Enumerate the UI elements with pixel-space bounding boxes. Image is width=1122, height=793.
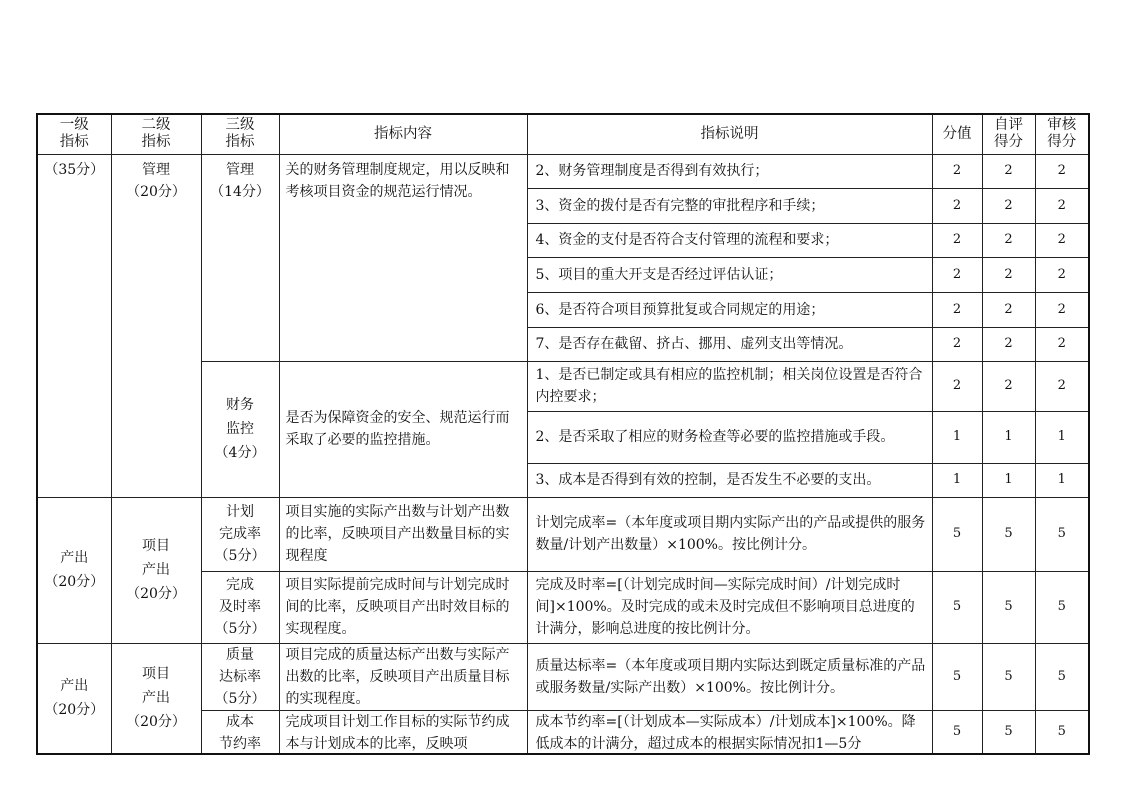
audit-score-cell: 2 <box>1035 257 1089 292</box>
level2-cell: 项目 产出 （20分） <box>111 643 201 754</box>
level1-cell: （35分） <box>37 154 111 497</box>
explain-cell: 完成及时率=[（计划完成时间—实际完成时间）/计划完成时间]×100%。及时完成的或未及时完成但不影响项目总进度的计满分，影响总进度的按比例计分。 <box>527 571 932 643</box>
header-content: 指标内容 <box>279 114 527 154</box>
content-cell: 完成项目计划工作目标的实际节约成本与计划成本的比率，反映项 <box>279 710 527 754</box>
audit-score-cell: 2 <box>1035 188 1089 223</box>
score-cell: 2 <box>932 188 982 223</box>
audit-score-cell: 2 <box>1035 154 1089 188</box>
header-score: 分值 <box>932 114 982 154</box>
header-level2: 二级 指标 <box>111 114 201 154</box>
self-score-cell: 2 <box>982 361 1035 411</box>
header-audit-score: 审核 得分 <box>1035 114 1089 154</box>
explain-cell: 4、资金的支付是否符合支付管理的流程和要求； <box>527 223 932 257</box>
explain-cell: 3、成本是否得到有效的控制，是否发生不必要的支出。 <box>527 463 932 497</box>
audit-score-cell: 5 <box>1035 571 1089 643</box>
explain-cell: 1、是否已制定或具有相应的监控机制；相关岗位设置是否符合内控要求； <box>527 361 932 411</box>
header-level1: 一级 指标 <box>37 114 111 154</box>
score-cell: 1 <box>932 411 982 463</box>
content-cell: 关的财务管理制度规定，用以反映和考核项目资金的规范运行情况。 <box>279 154 527 361</box>
score-cell: 2 <box>932 154 982 188</box>
audit-score-cell: 1 <box>1035 463 1089 497</box>
audit-score-cell: 2 <box>1035 361 1089 411</box>
explain-cell: 3、资金的拨付是否有完整的审批程序和手续； <box>527 188 932 223</box>
level2-cell: 管理 （20分） <box>111 154 201 497</box>
score-cell: 2 <box>932 223 982 257</box>
score-cell: 2 <box>932 361 982 411</box>
explain-cell: 5、项目的重大开支是否经过评估认证； <box>527 257 932 292</box>
explain-cell: 7、是否存在截留、挤占、挪用、虚列支出等情况。 <box>527 327 932 361</box>
explain-cell: 2、是否采取了相应的财务检查等必要的监控措施或手段。 <box>527 411 932 463</box>
self-score-cell: 2 <box>982 223 1035 257</box>
explain-cell: 成本节约率=[（计划成本—实际成本）/计划成本]×100%。降低成本的计满分，超过成本的根据实际情况扣1—5分 <box>527 710 932 754</box>
explain-cell: 计划完成率=（本年度或项目期内实际产出的产品或提供的服务数量/计划产出数量）×100%。按比例计分。 <box>527 497 932 571</box>
explain-cell: 6、是否符合项目预算批复或合同规定的用途； <box>527 292 932 327</box>
level3-cell: 质量 达标率 （5分） <box>201 643 279 710</box>
self-score-cell: 2 <box>982 327 1035 361</box>
audit-score-cell: 2 <box>1035 327 1089 361</box>
score-cell: 5 <box>932 643 982 710</box>
level3-cell: 成本 节约率 <box>201 710 279 754</box>
score-cell: 2 <box>932 327 982 361</box>
self-score-cell: 1 <box>982 463 1035 497</box>
audit-score-cell: 5 <box>1035 710 1089 754</box>
score-cell: 5 <box>932 497 982 571</box>
self-score-cell: 5 <box>982 497 1035 571</box>
self-score-cell: 2 <box>982 292 1035 327</box>
header-self-score: 自评 得分 <box>982 114 1035 154</box>
explain-cell: 2、财务管理制度是否得到有效执行； <box>527 154 932 188</box>
self-score-cell: 1 <box>982 411 1035 463</box>
header-explain: 指标说明 <box>527 114 932 154</box>
level3-cell: 管理 （14分） <box>201 154 279 361</box>
self-score-cell: 5 <box>982 643 1035 710</box>
level2-cell: 项目 产出 （20分） <box>111 497 201 643</box>
table-row <box>37 154 1089 188</box>
audit-score-cell: 1 <box>1035 411 1089 463</box>
score-cell: 2 <box>932 292 982 327</box>
level3-cell: 计划 完成率 （5分） <box>201 497 279 571</box>
content-cell: 是否为保障资金的安全、规范运行而采取了必要的监控措施。 <box>279 361 527 497</box>
self-score-cell: 5 <box>982 571 1035 643</box>
audit-score-cell: 2 <box>1035 292 1089 327</box>
header-row <box>37 114 1089 154</box>
table-row <box>37 497 1089 571</box>
score-cell: 5 <box>932 710 982 754</box>
content-cell: 项目完成的质量达标产出数与实际产出数的比率，反映项目产出质量目标的实现程度。 <box>279 643 527 710</box>
level1-cell: 产出 （20分） <box>37 497 111 643</box>
audit-score-cell: 5 <box>1035 497 1089 571</box>
level3-cell: 完成 及时率 （5分） <box>201 571 279 643</box>
self-score-cell: 2 <box>982 188 1035 223</box>
performance-indicator-table <box>36 113 1090 755</box>
table-row <box>37 643 1089 710</box>
score-cell: 2 <box>932 257 982 292</box>
self-score-cell: 5 <box>982 710 1035 754</box>
score-cell: 1 <box>932 463 982 497</box>
self-score-cell: 2 <box>982 257 1035 292</box>
content-cell: 项目实际提前完成时间与计划完成时间的比率，反映项目产出时效目标的实现程度。 <box>279 571 527 643</box>
audit-score-cell: 5 <box>1035 643 1089 710</box>
explain-cell: 质量达标率=（本年度或项目期内实际达到既定质量标准的产品或服务数量/实际产出数）×100%。按比例计分。 <box>527 643 932 710</box>
header-level3: 三级 指标 <box>201 114 279 154</box>
audit-score-cell: 2 <box>1035 223 1089 257</box>
self-score-cell: 2 <box>982 154 1035 188</box>
content-cell: 项目实施的实际产出数与计划产出数的比率，反映项目产出数量目标的实现程度 <box>279 497 527 571</box>
level3-cell: 财务 监控 （4分） <box>201 361 279 497</box>
score-cell: 5 <box>932 571 982 643</box>
level1-cell: 产出 （20分） <box>37 643 111 754</box>
